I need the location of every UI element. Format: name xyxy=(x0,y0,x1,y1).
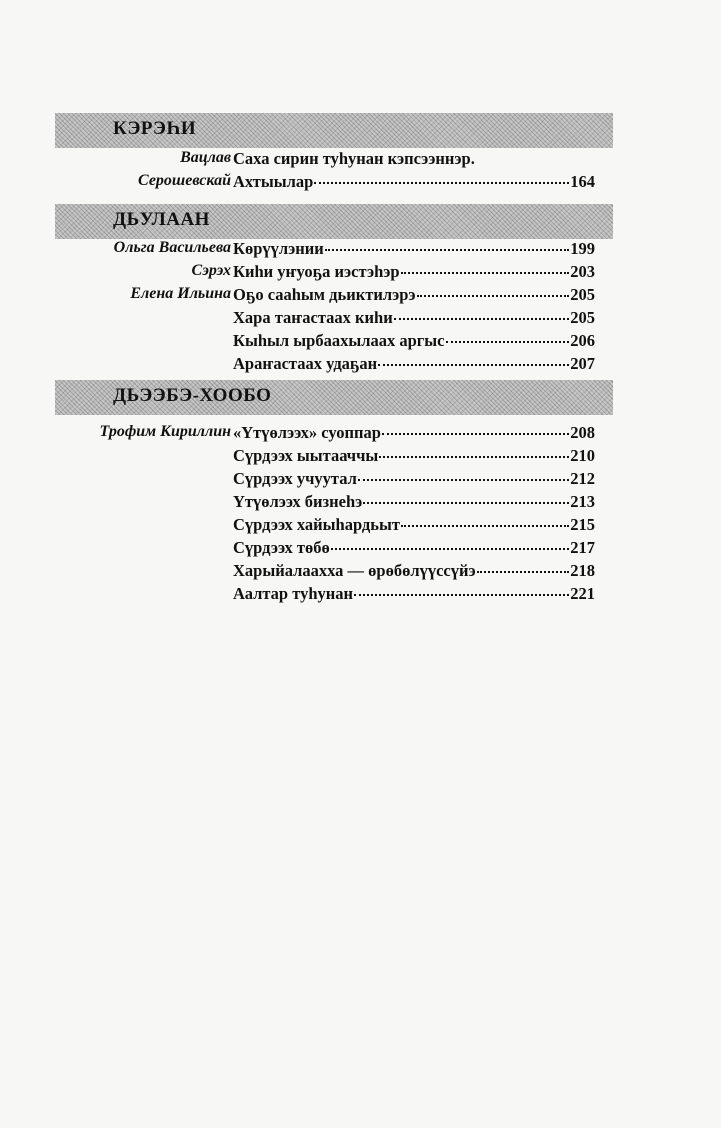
leader-dots xyxy=(446,341,570,343)
page-number: 213 xyxy=(570,492,595,511)
page-number: 215 xyxy=(570,515,595,534)
page-number: 203 xyxy=(570,262,595,281)
leader-dots xyxy=(358,479,569,481)
leader-dots xyxy=(401,525,569,527)
entry-title: Сүрдээх хайыһардьыт xyxy=(233,515,400,534)
toc-entry[interactable] xyxy=(233,492,595,512)
section-banner xyxy=(55,380,613,415)
toc-row xyxy=(55,469,613,492)
page-number: 164 xyxy=(570,172,595,191)
section-kerehi xyxy=(55,113,613,195)
toc-entry[interactable] xyxy=(233,239,595,259)
leader-dots xyxy=(382,433,569,435)
entry-title: Араҥастаах удаҕан xyxy=(233,354,378,373)
toc-row xyxy=(55,331,613,354)
toc-entry[interactable] xyxy=(233,285,595,305)
section-banner xyxy=(55,204,613,239)
toc-entry[interactable] xyxy=(233,561,595,581)
toc-entry[interactable] xyxy=(233,515,595,535)
toc-entry[interactable] xyxy=(233,172,595,192)
page-number: 218 xyxy=(570,561,595,580)
toc-entry[interactable] xyxy=(233,262,595,282)
entry-title: Ахтыылар xyxy=(233,172,314,191)
toc-row xyxy=(55,285,613,308)
entry-title: Үтүөлээх бизнеһэ xyxy=(233,492,363,511)
toc-entry[interactable] xyxy=(233,446,595,466)
page-number: 221 xyxy=(570,584,595,603)
entry-list xyxy=(55,423,613,607)
page-number: 208 xyxy=(570,423,595,442)
page-number: 199 xyxy=(570,239,595,258)
section-dyeebe-hoobo xyxy=(55,380,613,607)
toc-row xyxy=(55,239,613,262)
toc-row xyxy=(55,172,613,195)
author-name: Серошевскай xyxy=(138,172,231,189)
toc-row xyxy=(55,584,613,607)
page-number: 205 xyxy=(570,308,595,327)
section-title: ДЬЭЭБЭ-ХООБО xyxy=(113,385,272,406)
leader-dots xyxy=(331,548,570,550)
toc-row xyxy=(55,446,613,469)
author-name: Вацлав xyxy=(180,149,231,166)
entry-title: Сүрдээх учуутал xyxy=(233,469,357,488)
entry-title: Көрүүлэнии xyxy=(233,239,324,258)
leader-dots xyxy=(325,249,569,251)
page-number: 205 xyxy=(570,285,595,304)
toc-entry[interactable] xyxy=(233,423,595,443)
toc-row xyxy=(55,354,613,377)
leader-dots xyxy=(363,502,569,504)
toc-entry[interactable] xyxy=(233,354,595,374)
toc-entry[interactable] xyxy=(233,584,595,604)
entry-title: Харыйалаахха — өрөбөлүүссүйэ xyxy=(233,561,476,580)
section-title: КЭРЭҺИ xyxy=(113,118,197,139)
toc-row xyxy=(55,515,613,538)
page-number: 210 xyxy=(570,446,595,465)
entry-title: «Үтүөлээх» суоппар xyxy=(233,423,381,442)
toc-entry[interactable] xyxy=(233,331,595,351)
leader-dots xyxy=(354,594,569,596)
leader-dots xyxy=(378,364,569,366)
author-name: Трофим Кириллин xyxy=(99,423,231,440)
toc-row xyxy=(55,423,613,446)
entry-title: Сүрдээх ыытааччы xyxy=(233,446,379,465)
toc-row xyxy=(55,149,613,172)
toc-entry[interactable] xyxy=(233,308,595,328)
author-name: Сэрэх xyxy=(191,262,231,279)
entry-title: Саха сирин туһунан кэпсээннэр. xyxy=(233,149,475,168)
toc-row xyxy=(55,262,613,285)
entry-title: Киһи уҥуоҕа иэстэһэр xyxy=(233,262,400,281)
page-number: 206 xyxy=(570,331,595,350)
page-number: 207 xyxy=(570,354,595,373)
page-number: 217 xyxy=(570,538,595,557)
leader-dots xyxy=(314,182,569,184)
section-title: ДЬУЛААН xyxy=(113,209,210,230)
leader-dots xyxy=(417,295,570,297)
entry-list xyxy=(55,239,613,377)
author-name: Елена Ильина xyxy=(130,285,231,302)
leader-dots xyxy=(401,272,570,274)
entry-list xyxy=(55,149,613,195)
entry-title: Оҕо сааһым дьиктилэрэ xyxy=(233,285,416,304)
toc-entry[interactable] xyxy=(233,469,595,489)
entry-title: Аалтар туһунан xyxy=(233,584,354,603)
toc-row xyxy=(55,308,613,331)
toc-entry[interactable] xyxy=(233,149,595,169)
page-number: 212 xyxy=(570,469,595,488)
section-banner xyxy=(55,113,613,148)
leader-dots xyxy=(477,571,570,573)
toc-row xyxy=(55,538,613,561)
toc-entry[interactable] xyxy=(233,538,595,558)
leader-dots xyxy=(394,318,570,320)
entry-title: Хара таҥастаах киһи xyxy=(233,308,393,327)
section-dyulaan xyxy=(55,204,613,377)
entry-title: Кыһыл ырбаахылаах аргыс xyxy=(233,331,445,350)
entry-title: Сүрдээх төбө xyxy=(233,538,330,557)
leader-dots xyxy=(379,456,569,458)
toc-row xyxy=(55,561,613,584)
author-name: Ольга Васильева xyxy=(113,239,231,256)
toc-row xyxy=(55,492,613,515)
